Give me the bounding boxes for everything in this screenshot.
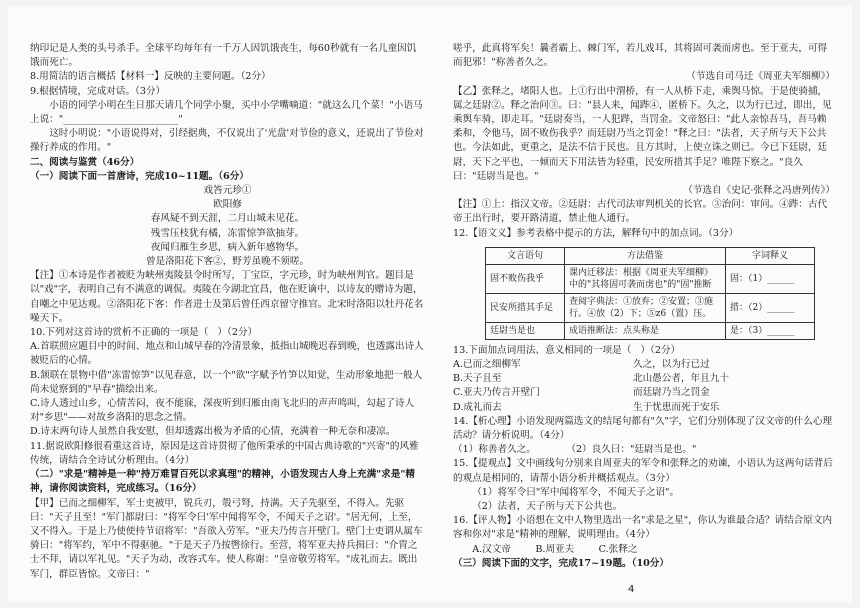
- paragraph: 12.【语文义】参考表格中提示的方法，解释句中的加点词。（3分）: [453, 227, 739, 239]
- poem-line: 春风疑不到天涯，二月山城未见花。: [150, 213, 305, 225]
- paragraph: 这时小明说："小语说得对，引经据典，不仅说出了'光盘'对节俭的意义，还说出了节俭对操行养成的作用。": [30, 128, 424, 154]
- paragraph: 8.用简洁的语言概括【材料一】反映的主要问题。（2分）: [30, 71, 271, 83]
- paragraph: A.首联照应题目中的时间、地点和山城早春的冷清景象，抵指山城晚迟春到晚，也透露出诗人被贬后的心情。: [30, 341, 424, 367]
- paragraph: 【注】①本诗是作者被贬为峡州夷陵县令时所写，丁宝臣，字元珍，时为峡州判官。题目是以"戏"字，表明自己有不满意的调侃。夷陵在今湖北宜昌，他在贬谪中，以诗友的赠诗为题，自嘲之中见达观。②洛阳花下客：作者进士及第后曾任西京留守推官。北宋时洛阳以牡丹花名噪天下。: [30, 270, 424, 324]
- paragraph: 【注】①上：指汉文帝。②廷尉：古代司法审判机关的长官。③治问：审问。④跸：古代帝王出行时，要开路清道，禁止他人通行。: [453, 199, 828, 225]
- option-row: [453, 358, 835, 372]
- section-heading: （一）阅读下面一首唐诗，完成10~11题。（6分）: [30, 170, 249, 182]
- poem-line: 曾是洛阳花下客②，野芳虽晚不须嗟。: [145, 256, 310, 268]
- table-cell: 固不败伤我乎: [486, 264, 565, 293]
- option-text: D.成礼而去: [453, 401, 502, 413]
- paragraph: 11.据说欧阳修很看重这首诗，原因是这首诗贯彻了他所秉承的中国古典诗歌的"兴寄"的风雅传统，请结合全诗试分析理由。（4分）: [30, 440, 419, 466]
- source-citation: （节选自司马迁《周亚夫军细柳》）: [686, 71, 835, 83]
- paragraph: B.颔联在景物中借"冻雷惊笋"以见春意，以一个"欲"字赋予竹笋以知觉，生动形象地把一般人尚未觉察到的"早春"描绘出来。: [30, 369, 423, 395]
- paragraph: （1）将军令曰"军中闻将军令，不闻天子之诏"。: [472, 486, 679, 498]
- paragraph: 【乙】张释之，堵阳人也。上①行出中渭桥，有一人从桥下走，乘舆马惊。于是使骑捕，属之廷尉②。释之治问③。曰："县人来，闻跸④，匿桥下。久之，以为行已过，即出，见乘舆车骑，即走耳。"廷尉奏当，一人犯跸，当罚金。文帝怒曰："此人亲惊吾马，吾马赖柔和，令他马，固不败伤我乎？而廷尉乃当之罚金！"释之曰："法者，天子所与天下公共也。今法如此，更重之，是法不信于民也。且方其时，上使立诛之则已。今已下廷尉，廷尉，天下之平也，一倾而天下用法皆为轻重，民安所措其手足？唯陛下察之。"良久曰："廷尉当是也。": [453, 85, 832, 182]
- paragraph: 纳印记是人类的头号杀手。全球平均每年有一千万人因饥饿丧生，每60秒就有一名儿童因饥饿而死亡。: [30, 43, 417, 69]
- paragraph: 【甲】已而之细柳军，军士吏被甲，锐兵刃，彀弓弩，持满。天子先驱至，不得入。先驱曰："天子且至！"军门都尉曰："将军令曰'军中闻将军令，不闻天子之诏'。"居无何，上至，又不得入。于是上乃使使持节诏将军："吾欲入劳军。"亚夫乃传言开壁门。壁门士吏谓从属车骑曰："将军约，军中不得驱驰。"于是天子乃按辔徐行。至营，将军亚夫持兵揖曰："介胄之士不拜，请以军礼见。"天子为动，改容式车。使人称谢："皇帝敬劳将军。"成礼而去。既出军门，群臣皆惊。文帝曰：": [30, 497, 423, 580]
- option-text: 久之，以为行已过: [633, 359, 710, 371]
- poem-line: 夜闻归雁生乡思，病入新年感物华。: [150, 241, 305, 253]
- method-table: [485, 247, 815, 340]
- option-text: 北山愚公者，年且九十: [633, 373, 729, 385]
- table-header: 字词释义: [726, 247, 815, 264]
- table-cell: 课内迁移法：根据《周亚夫军细柳》中的"其将固可袭而虏也"的"固"推断: [565, 264, 726, 293]
- table-cell: 廷尉当是也: [486, 322, 565, 339]
- paragraph: 嗟乎，此真将军矣！曩者霸上、棘门军，若儿戏耳，其将固可袭而虏也。至于亚夫，可得而犯邪！"称善者久之。: [453, 43, 828, 69]
- table-cell: 查阅字典法：①放弃；②安置；③施行。④放（2）下；⑤z6（置）压。: [565, 293, 726, 322]
- table-row: [486, 264, 815, 293]
- left-column: [30, 42, 425, 582]
- poem-line: 残雪压枝犹有橘，冻雷惊笋欲抽芽。: [150, 227, 305, 239]
- option-text: 而廷尉乃当之罚金: [633, 387, 710, 399]
- paragraph: 9.根据情境，完成对话。（3分）: [30, 85, 166, 97]
- paragraph: 10.下列对这首诗的赏析不正确的一项是（ ）（2分）: [30, 327, 258, 339]
- table-cell: 成语推断法：点头称是: [565, 322, 726, 339]
- paragraph: 小语的同学小明在生日那天请几个同学小聚，买中小学嘴嘀道："就这么几个菜！"小语马上说："________________________": [30, 99, 423, 126]
- paragraph: C.诗人透过山乡，心情苦闷，夜不能寐，深夜听到归雁由南飞北归的声声鸣叫，勾起了诗人对"乡思"——对故乡洛阳的思念之情。: [30, 398, 415, 424]
- table-row: [486, 293, 815, 322]
- right-column: [453, 42, 835, 571]
- option-row: [453, 386, 835, 400]
- table-cell: 措：（2）______: [726, 293, 815, 322]
- paragraph: D.诗末两句诗人虽然自我安慰，但却透露出极为矛盾的心情，充满着一种无奈和凄凉。: [30, 426, 396, 438]
- option-text: 生于忧患而死于安乐: [633, 401, 720, 413]
- paragraph: 14.【析心理】小语发现两篇选文的结尾句都有"久"字，它们分别体现了汉文帝的什么心理活动？请分析说明。（4分）: [453, 415, 833, 442]
- paragraph: 15.【提观点】文中画线句分别来自周亚夫的军令和张释之的劝谏，小语认为这两句话背后的观点是相同的，请帮小语分析并概括观点。（3分）: [453, 458, 833, 484]
- source-citation: （节选自《史记·张释之冯唐列传》）: [683, 185, 835, 197]
- paragraph: A.汉文帝 B.周亚夫 C.张释之: [472, 543, 638, 555]
- section-heading: 二、阅读与鉴赏（46分）: [30, 156, 140, 168]
- option-text: C.亚夫乃传言开壁门: [453, 387, 540, 399]
- option-text: B.天子且至: [453, 373, 502, 385]
- table-row: [486, 322, 815, 339]
- poem-author: 欧阳修: [213, 199, 242, 211]
- poem-title: 戏答元珍①: [203, 185, 252, 197]
- paragraph: （2）法者，天子所与天下公共也。: [472, 501, 623, 513]
- table-header: 方法借鉴: [565, 247, 726, 264]
- section-heading: （三）阅读下面的文字，完成17~19题。（10分）: [453, 557, 669, 569]
- exam-page: [8, 6, 852, 602]
- paragraph: （1）称善者久之。 （2）良久曰："廷尉当是也。": [453, 444, 697, 456]
- table-cell: 民安所措其手足: [486, 293, 565, 322]
- section-heading: （二）"求是"精神是一种"持万难冒百死以求真理"的精神，小语发现古人身上充满"求是"精神，请你阅读资料，完成练习。（16分）: [30, 469, 415, 495]
- table-cell: 是：（3）______: [726, 322, 815, 339]
- paragraph: 13.下面加点词用法、意义相同的一项是（ ）（2分）: [453, 344, 681, 356]
- option-text: A.已而之细柳军: [453, 359, 521, 371]
- paragraph: 16.【评人物】小语想在文中人物里选出一名"求是之星"，你认为谁最合适？请结合原文内容和你对"求是"精神的理解，说明理由。（4分）: [453, 515, 833, 541]
- option-row: [453, 372, 835, 386]
- table-header: 文言语句: [486, 247, 565, 264]
- page-number: 4: [628, 584, 635, 595]
- option-row: [453, 401, 835, 415]
- table-cell: 固：（1）______: [726, 264, 815, 293]
